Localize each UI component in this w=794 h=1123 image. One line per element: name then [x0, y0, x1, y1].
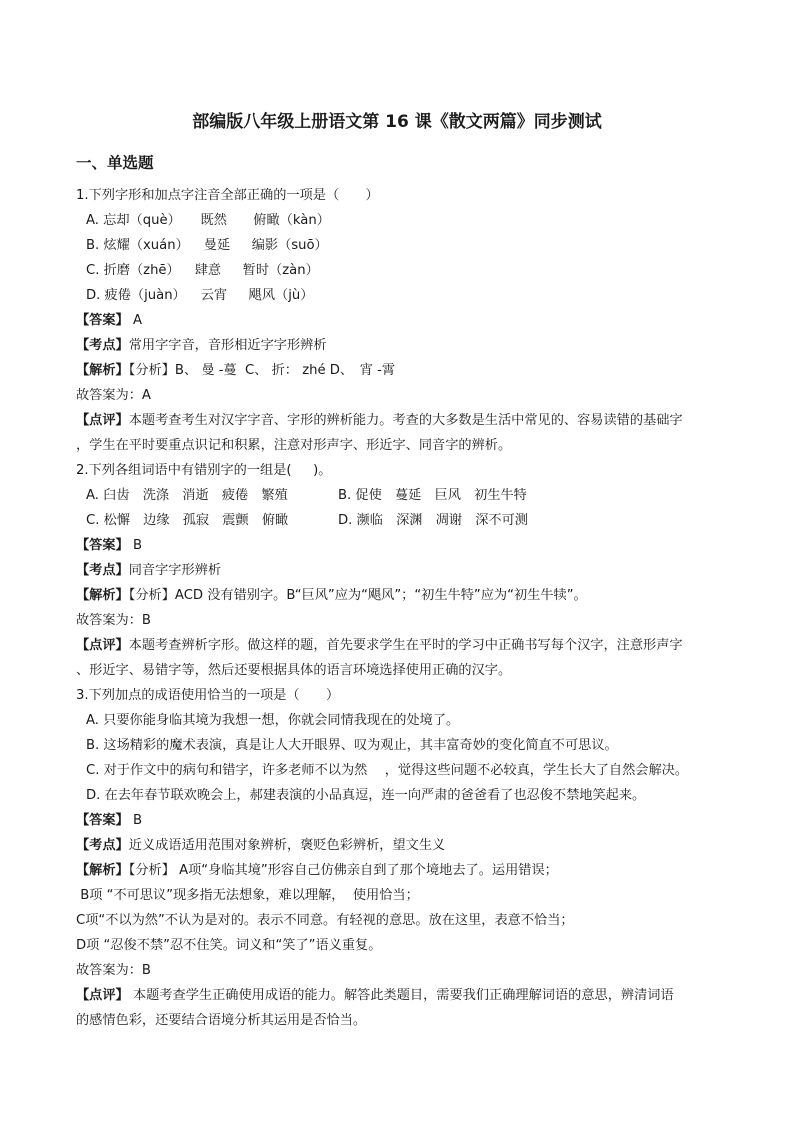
dianping-tag: 【点评】 [76, 988, 129, 1003]
q1-option-d: D. 疲倦（juàn） 云宵 飓风（jù） [86, 288, 314, 303]
q1-option-c: C. 折磨（zhē） 肆意 暂时（zàn） [86, 263, 319, 278]
dianping-text: 本题考查考生对汉字字音、字形的辨析能力。考查的大多数是生活中常见的、容易读错的基础字 [128, 413, 683, 428]
q3-option-c: C. 对于作文中的病句和错字，许多老师不以为然 ，觉得这些问题不必较真，学生长大了自然会解决。 [86, 763, 689, 778]
kaodian-text: 常用字字音，音形相近字字形辨析 [128, 338, 327, 353]
q3-stem: 3.下列加点的成语使用恰当的一项是（ ） [76, 688, 340, 703]
kaodian-tag: 【考点】 [76, 838, 129, 853]
dianping-text: 本题考查学生正确使用成语的能力。解答此类题目，需要我们正确理解词语的意思，辨清词语 [128, 988, 674, 1003]
q3-jiexi [76, 862, 558, 880]
q2-conclusion: 故答案为：B [76, 613, 151, 628]
answer-value: B [128, 813, 142, 828]
q2-option-d: D. 濒临 深渊 凋谢 深不可测 [338, 513, 528, 528]
q3-dianping-cont: 的感情色彩，还要结合语境分析其运用是否恰当。 [76, 1013, 367, 1028]
kaodian-text: 同音字字形辨析 [128, 563, 222, 578]
q1-option-b: B. 炫耀（xuán） 曼延 编影（suō） [86, 238, 328, 253]
q2-kaodian [76, 562, 221, 580]
q2-option-b: B. 促使 蔓延 巨风 初生牛特 [338, 488, 527, 503]
q3-conclusion: 故答案为：B [76, 963, 151, 978]
answer-value: A [128, 313, 142, 328]
answer-tag: 【答案】 [76, 313, 129, 328]
q1-dianping-cont: ，学生在平时要重点识记和积累，注意对形声字、形近字、同音字的辨析。 [76, 438, 512, 453]
q1-dianping [76, 412, 683, 430]
dianping-tag: 【点评】 [76, 638, 129, 653]
jiexi-text: 【分析】ACD 没有错别字。B“巨风”应为“飓风”；“初生牛特”应为“初生牛犊”。 [128, 588, 587, 603]
q1-stem: 1.下列字形和加点字注音全部正确的一项是（ ） [76, 188, 379, 203]
kaodian-tag: 【考点】 [76, 563, 129, 578]
q2-answer [76, 537, 142, 555]
q2-dianping-cont: 、形近字、易错字等，然后还要根据具体的语言环境选择使用正确的汉字。 [76, 663, 512, 678]
answer-value: B [128, 538, 142, 553]
dianping-text: 本题考查辨析字形。做这样的题，首先要求学生在平时的学习中正确书写每个汉字，注意形声字 [128, 638, 683, 653]
kaodian-text: 近义成语适用范围对象辨析，褒贬色彩辨析，望文生义 [128, 838, 446, 853]
q2-stem: 2.下列各组词语中有错别字的一组是( )。 [76, 463, 332, 478]
q3-jiexi-c: C项“不以为然”不认为是对的。表示不同意。有轻视的意思。放在这里，表意不恰当； [76, 913, 574, 928]
jiexi-text: 【分析】 A项“身临其境”形容自己仿佛亲自到了那个境地去了。运用错误； [128, 863, 558, 878]
q1-kaodian [76, 337, 327, 355]
jiexi-text: 【分析】B、 曼 -蔓 C、 折： zhé D、 宵 -霄 [128, 363, 396, 378]
q3-jiexi-b: B项 “不可思议”现多指无法想象，难以理解， 使用恰当； [76, 888, 419, 903]
kaodian-tag: 【考点】 [76, 338, 129, 353]
q1-jiexi [76, 362, 395, 380]
answer-tag: 【答案】 [76, 813, 129, 828]
q1-option-a: A. 忘却（què） 既然 俯瞰（kàn） [86, 213, 330, 228]
dianping-tag: 【点评】 [76, 413, 129, 428]
q1-conclusion: 故答案为：A [76, 388, 151, 403]
jiexi-tag: 【解析】 [76, 588, 129, 603]
q2-jiexi [76, 587, 587, 605]
q3-option-d: D. 在去年春节联欢晚会上，郝建表演的小品真逗，连一向严肃的爸爸看了也忍俊不禁地笑起来。 [86, 788, 646, 803]
q2-option-c: C. 松懈 边缘 孤寂 震颤 俯瞰 [86, 513, 289, 528]
q3-dianping [76, 987, 674, 1005]
q3-option-b: B. 这场精彩的魔术表演，真是让人大开眼界、叹为观止，其丰富奇妙的变化简直不可思议。 [86, 738, 618, 753]
q3-kaodian [76, 837, 445, 855]
section-heading: 一、单选题 [76, 154, 154, 172]
jiexi-tag: 【解析】 [76, 363, 129, 378]
q3-answer [76, 812, 142, 830]
jiexi-tag: 【解析】 [76, 863, 129, 878]
q2-dianping [76, 637, 683, 655]
q3-jiexi-d: D项 “忍俊不禁”忍不住笑。词义和“笑了”语义重复。 [76, 938, 382, 953]
page-title: 部编版八年级上册语文第 16 课《散文两篇》同步测试 [192, 112, 602, 132]
answer-tag: 【答案】 [76, 538, 129, 553]
q3-option-a: A. 只要你能身临其境为我想一想，你就会同情我现在的处境了。 [86, 713, 460, 728]
q1-answer [76, 312, 142, 330]
q2-option-a: A. 臼齿 洗涤 消逝 疲倦 繁殖 [86, 488, 288, 503]
